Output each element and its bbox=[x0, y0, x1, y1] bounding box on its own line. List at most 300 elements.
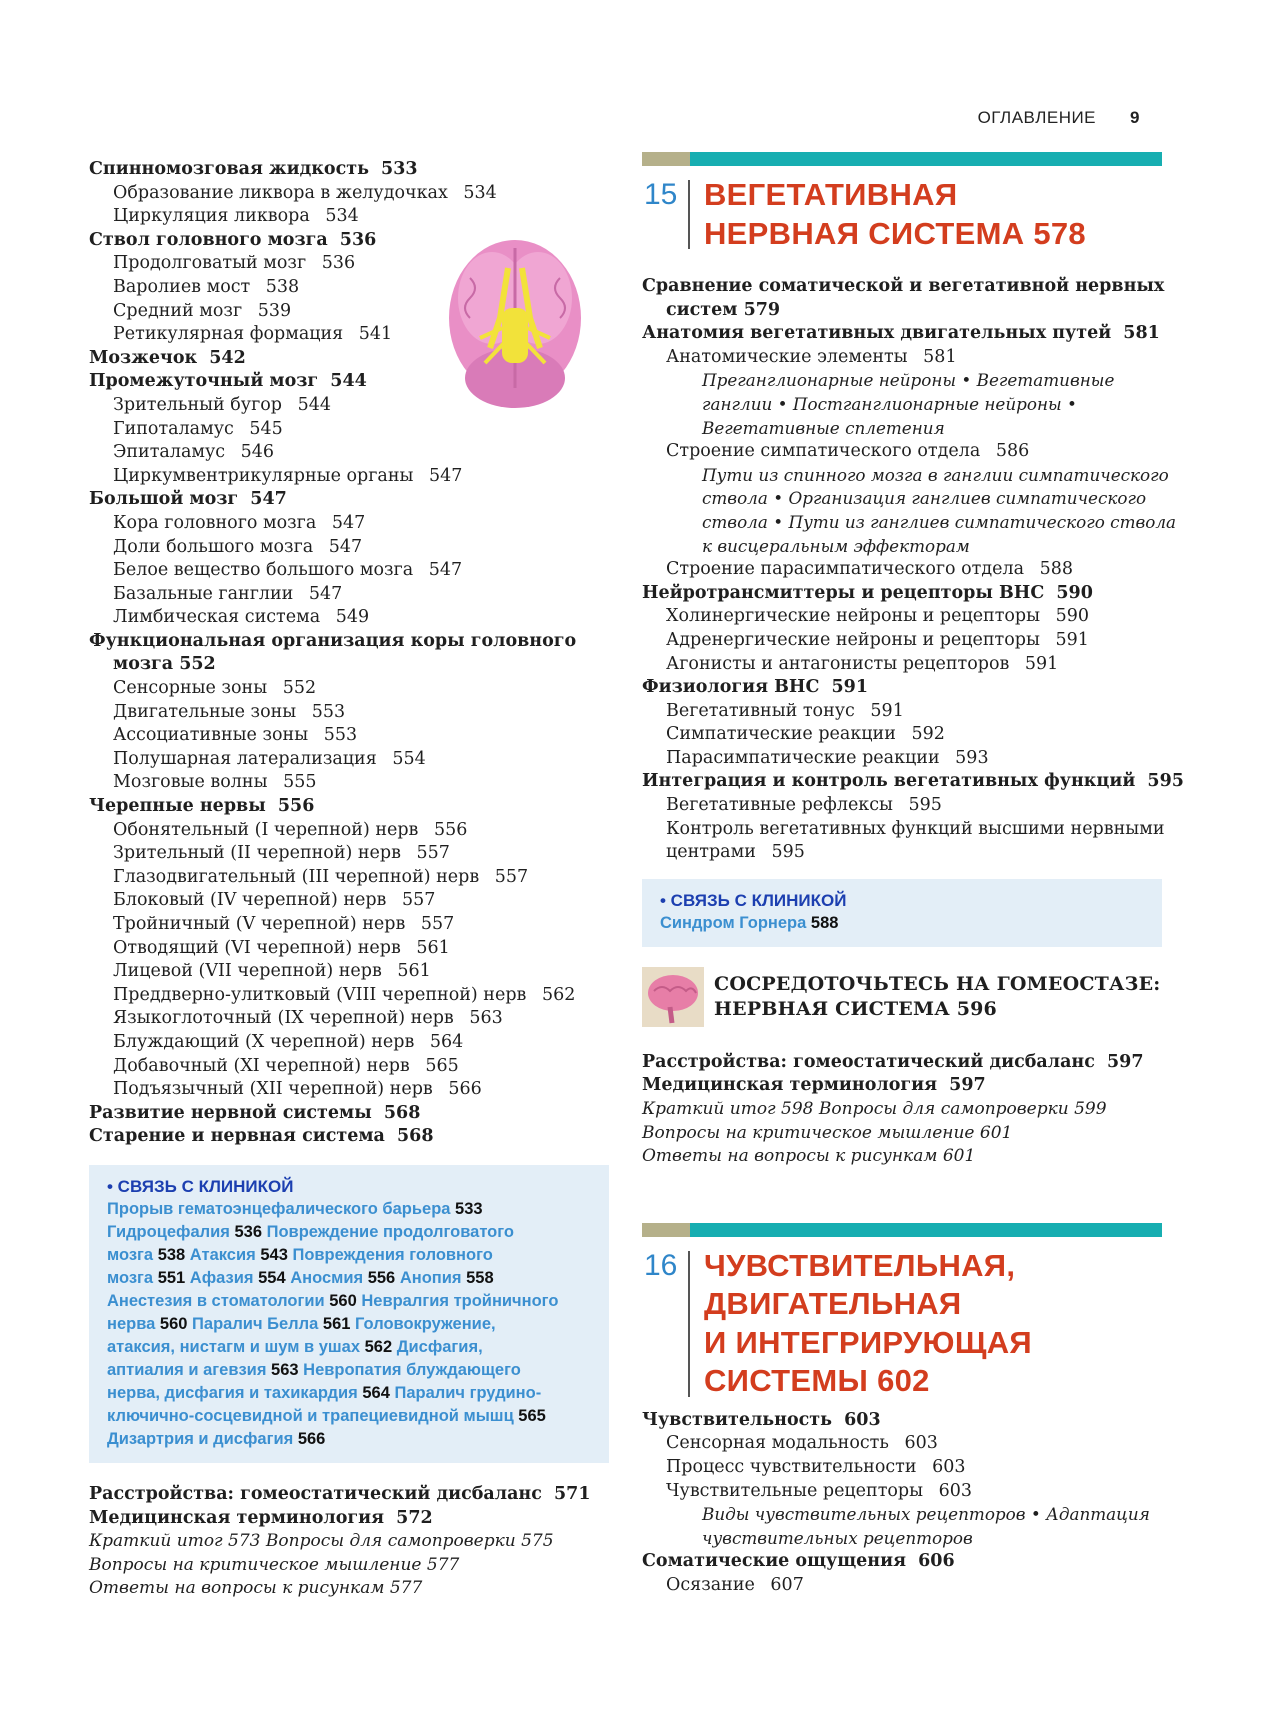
toc-entry-page: 595 bbox=[902, 795, 942, 816]
toc-entry bbox=[642, 841, 1162, 865]
toc-entry bbox=[89, 1530, 609, 1554]
toc-entry bbox=[642, 676, 1162, 700]
toc-entry-page: 539 bbox=[252, 300, 292, 321]
toc-entry bbox=[89, 1102, 609, 1126]
clinic-link-page: 538 bbox=[157, 1245, 186, 1264]
toc-entry-page: 534 bbox=[319, 206, 359, 227]
toc-entry-title: Вопросы на критическое мышление 601 bbox=[642, 1122, 1013, 1143]
toc-entry bbox=[89, 771, 609, 795]
clinic-line bbox=[107, 1267, 595, 1290]
toc-entry-page: 603 bbox=[838, 1409, 881, 1430]
toc-entry-page: 597 bbox=[943, 1075, 986, 1096]
clinic-link[interactable]: Повреждение продолговатого bbox=[262, 1222, 514, 1241]
clinic-link-page: 563 bbox=[271, 1360, 299, 1379]
toc-entry-title: ствола • Пути из ганглиев симпатического ствола bbox=[702, 511, 1177, 532]
toc-entry-title: Продолговатый мозг bbox=[113, 253, 307, 274]
clinic-line bbox=[660, 912, 1148, 935]
toc-entry bbox=[642, 417, 1162, 441]
toc-entry-title: Ассоциативные зоны bbox=[113, 725, 309, 746]
toc-entry-page: 564 bbox=[424, 1031, 464, 1052]
running-header bbox=[978, 108, 1140, 128]
toc-entry bbox=[89, 960, 609, 984]
toc-entry-page: 536 bbox=[316, 253, 356, 274]
toc-entry-title: Образование ликвора в желудочках bbox=[113, 182, 448, 203]
toc-entry-page: 606 bbox=[912, 1551, 955, 1572]
toc-entry bbox=[642, 440, 1162, 464]
toc-entry-page: 603 bbox=[898, 1433, 938, 1454]
clinic-box-ch15 bbox=[642, 879, 1162, 947]
toc-entry-title: Виды чувствительных рецепторов • Адаптация bbox=[702, 1504, 1150, 1525]
toc-entry-title: Медицинская терминология bbox=[89, 1507, 385, 1528]
chapter-title-line: НЕРВНАЯ СИСТЕМА 578 bbox=[704, 215, 1086, 251]
toc-entry-title: Сенсорная модальность bbox=[666, 1433, 889, 1454]
clinic-link-page: 536 bbox=[234, 1222, 263, 1241]
toc-entry bbox=[89, 866, 609, 890]
toc-entry bbox=[89, 182, 609, 206]
toc-entry-title: Спинномозговая жидкость bbox=[89, 159, 369, 179]
toc-entry bbox=[89, 252, 609, 276]
toc-entry-page: 556 bbox=[271, 796, 315, 817]
toc-entry-page: 571 bbox=[547, 1483, 591, 1504]
toc-entry bbox=[89, 1507, 609, 1531]
toc-entry-title: Средний мозг bbox=[113, 300, 243, 321]
toc-entry-title: систем bbox=[666, 299, 738, 320]
clinic-link-page: 566 bbox=[297, 1429, 326, 1448]
toc-entry-title: Развитие нервной системы bbox=[89, 1102, 372, 1123]
toc-entry-page: 597 bbox=[1100, 1051, 1144, 1072]
toc-entry-title: Мозговые волны bbox=[113, 772, 268, 793]
toc-entry-page: 572 bbox=[390, 1507, 433, 1528]
clinic-link-page: 560 bbox=[159, 1314, 188, 1333]
toc-entry bbox=[642, 1456, 1162, 1480]
toc-entry-title: Вопросы на критическое мышление 577 bbox=[89, 1554, 460, 1575]
toc-entry bbox=[642, 535, 1162, 559]
toc-entry bbox=[89, 205, 609, 229]
toc-entry-page: 534 bbox=[457, 182, 497, 203]
toc-entry bbox=[642, 653, 1162, 677]
toc-entry bbox=[89, 1007, 609, 1031]
clinic-link-page: 558 bbox=[466, 1268, 494, 1287]
toc-entry-title: Тройничный (V черепной) нерв bbox=[113, 914, 406, 934]
clinic-link-page: 543 bbox=[260, 1245, 288, 1264]
toc-entry bbox=[89, 842, 609, 866]
toc-entry-page: 544 bbox=[324, 371, 367, 392]
toc-entry-page: 542 bbox=[203, 347, 246, 368]
toc-entry bbox=[642, 369, 1162, 393]
toc-entry-title: Отводящий (VI черепной) нерв bbox=[113, 937, 401, 958]
toc-entry-title: Краткий итог 598 Вопросы для самопроверки 599 bbox=[642, 1099, 1107, 1120]
toc-entry-page: 603 bbox=[926, 1457, 966, 1477]
toc-entry-title: Циркумвентрикулярные органы bbox=[113, 465, 414, 486]
chapter-title bbox=[704, 1247, 1032, 1401]
toc-entry-page: 547 bbox=[244, 489, 287, 510]
toc-entry bbox=[642, 487, 1162, 511]
toc-entry-title: Промежуточный мозг bbox=[89, 371, 319, 392]
toc-entry-page: 547 bbox=[303, 583, 343, 604]
chapter-bar bbox=[642, 152, 1162, 166]
clinic-link-page: 564 bbox=[362, 1383, 390, 1402]
toc-entry bbox=[642, 1527, 1162, 1551]
clinic-line bbox=[107, 1336, 595, 1359]
toc-entry-title: Зрительный (II черепной) нерв bbox=[113, 843, 401, 864]
toc-entry bbox=[642, 1503, 1162, 1527]
clinic-link[interactable]: нерва, дисфагия и тахикардия bbox=[107, 1383, 363, 1402]
toc-entry-page: 557 bbox=[410, 843, 450, 864]
toc-entry bbox=[89, 1078, 609, 1102]
clinic-link[interactable]: Повреждения головного bbox=[287, 1245, 493, 1264]
toc-entry-title: Ответы на вопросы к рисункам 601 bbox=[642, 1146, 976, 1167]
clinic-link[interactable]: атаксия, нистагм и шум в ушах bbox=[107, 1337, 365, 1356]
section-title: ОГЛАВЛЕНИЕ bbox=[977, 108, 1097, 127]
clinic-link-page: 533 bbox=[455, 1199, 483, 1218]
clinic-link[interactable]: Невралгия тройничного bbox=[356, 1291, 559, 1310]
clinic-link[interactable]: ключично-сосцевидной и трапециевидной мышц bbox=[107, 1406, 519, 1425]
toc-entry bbox=[642, 770, 1184, 794]
toc-entry-page: 554 bbox=[386, 748, 426, 769]
clinic-link-page: 551 bbox=[157, 1268, 186, 1287]
toc-entry bbox=[642, 1122, 1162, 1146]
chapter-number: 15 bbox=[644, 178, 678, 211]
clinic-line bbox=[107, 1428, 595, 1451]
chapter-divider bbox=[688, 180, 690, 249]
toc-entry-page: 591 bbox=[864, 700, 904, 721]
toc-entry-title: мозга bbox=[113, 654, 174, 675]
toc-entry-title: Осязание bbox=[666, 1574, 755, 1595]
toc-entry-title: Чувствительность bbox=[642, 1409, 833, 1430]
clinic-link[interactable]: Дисфагия, bbox=[392, 1337, 483, 1356]
clinic-link[interactable]: Паралич грудино- bbox=[389, 1383, 542, 1402]
brain-thumbnail-icon bbox=[642, 967, 704, 1027]
toc-entry bbox=[642, 1574, 1162, 1598]
toc-entry bbox=[89, 1031, 609, 1055]
toc-entry-title: Доли большого мозга bbox=[113, 536, 314, 557]
toc-entry-page: 557 bbox=[489, 866, 529, 887]
toc-entry-page: 603 bbox=[933, 1480, 973, 1501]
clinic-link[interactable]: Головокружение, bbox=[350, 1314, 496, 1333]
clinic-line bbox=[107, 1198, 595, 1221]
toc-entry-title: Краткий итог 573 Вопросы для самопроверки 575 bbox=[89, 1531, 554, 1552]
toc-entry-title: Варолиев мост bbox=[113, 276, 251, 297]
toc-entry-page: 556 bbox=[428, 819, 468, 840]
toc-entry-page: 591 bbox=[1019, 653, 1059, 674]
toc-entry-title: Анатомические элементы bbox=[666, 346, 908, 367]
toc-entry-page: 553 bbox=[306, 701, 346, 722]
toc-entry bbox=[89, 441, 609, 465]
toc-entry-page: 586 bbox=[990, 441, 1030, 462]
toc-entry bbox=[89, 606, 609, 630]
toc-entry-title: Полушарная латерализация bbox=[113, 748, 377, 769]
chapter-divider bbox=[688, 1251, 690, 1397]
toc-entry-page: 579 bbox=[737, 299, 781, 320]
toc-entry-title: центрами bbox=[666, 842, 756, 863]
toc-entry bbox=[89, 913, 609, 937]
toc-entry-page: 538 bbox=[260, 276, 300, 297]
toc-entry-title: Процесс чувствительности bbox=[666, 1457, 917, 1477]
toc-entry-page: 593 bbox=[949, 747, 989, 768]
right-column bbox=[642, 152, 1184, 1598]
toc-entry bbox=[89, 701, 609, 725]
toc-entry-page: 561 bbox=[391, 961, 431, 982]
toc-entry-title: Глазодвигательный (III черепной) нерв bbox=[113, 866, 480, 887]
toc-entry bbox=[89, 677, 609, 701]
clinic-line bbox=[107, 1221, 595, 1244]
toc-entry-page: 553 bbox=[318, 725, 358, 746]
toc-entry bbox=[89, 1483, 609, 1507]
toc-entry-title: Чувствительные рецепторы bbox=[666, 1480, 924, 1501]
toc-entry-title: Агонисты и антагонисты рецепторов bbox=[666, 653, 1010, 674]
focus-homeostasis bbox=[642, 967, 1162, 1027]
toc-entry bbox=[642, 700, 1162, 724]
toc-entry bbox=[89, 889, 609, 913]
toc-entry-page: 547 bbox=[323, 536, 363, 557]
clinic-link-page: 562 bbox=[364, 1337, 393, 1356]
toc-entry-title: Функциональная организация коры головного bbox=[89, 630, 577, 651]
toc-entry bbox=[89, 937, 609, 961]
toc-entry-title: Лимбическая система bbox=[113, 607, 321, 628]
toc-entry bbox=[89, 370, 609, 394]
toc-entry-page: 544 bbox=[292, 394, 331, 415]
toc-entry-title: Зрительный бугор bbox=[113, 394, 283, 415]
toc-entry-title: Расстройства: гомеостатический дисбаланс bbox=[642, 1051, 1095, 1072]
toc-entry-page: 555 bbox=[277, 772, 317, 793]
toc-entry-title: Добавочный (XI черепной) нерв bbox=[113, 1055, 410, 1076]
left-column bbox=[89, 158, 609, 1601]
toc-entry bbox=[89, 559, 609, 583]
toc-entry-title: к висцеральным эффекторам bbox=[702, 535, 970, 556]
toc-entry-page: 557 bbox=[396, 890, 436, 911]
toc-entry bbox=[89, 418, 609, 442]
toc-entry bbox=[642, 582, 1162, 606]
toc-entry-title: Нейротрансмиттеры и рецепторы ВНС bbox=[642, 582, 1045, 603]
toc-entry bbox=[89, 323, 609, 347]
toc-entry-title: Блуждающий (X черепной) нерв bbox=[113, 1031, 415, 1052]
chapter-15-header bbox=[642, 152, 1162, 253]
toc-entry-title: Расстройства: гомеостатический дисбаланс bbox=[89, 1483, 542, 1504]
clinic-link-page: 556 bbox=[367, 1268, 396, 1287]
toc-entry-page: 549 bbox=[330, 607, 370, 628]
clinic-line bbox=[107, 1244, 595, 1267]
toc-entry bbox=[642, 723, 1162, 747]
toc-entry-page: 545 bbox=[243, 418, 283, 439]
toc-entry bbox=[89, 630, 609, 654]
toc-entry bbox=[89, 653, 609, 677]
toc-entry-title: Сенсорные зоны bbox=[113, 678, 268, 699]
toc-entry-page: 552 bbox=[173, 654, 216, 675]
toc-entry-title: Преддверно-улитковый (VIII черепной) нерв bbox=[113, 984, 527, 1005]
chapter-bar bbox=[642, 1223, 1162, 1237]
clinic-link[interactable]: нерва bbox=[107, 1314, 160, 1333]
focus-title-line: СОСРЕДОТОЧЬТЕСЬ НА ГОМЕОСТАЗЕ: bbox=[714, 972, 1161, 995]
toc-entry-title: Циркуляция ликвора bbox=[113, 206, 310, 227]
toc-entry bbox=[89, 1055, 609, 1079]
clinic-link[interactable]: Невропатия блуждающего bbox=[298, 1360, 521, 1379]
chapter-title-line: СИСТЕМЫ 602 bbox=[704, 1363, 930, 1399]
toc-entry-title: Блоковый (IV черепной) нерв bbox=[113, 890, 387, 911]
toc-entry-title: Базальные ганглии bbox=[113, 583, 294, 604]
toc-list-ch15-after bbox=[642, 1051, 1162, 1169]
toc-entry-title: Ствол головного мозга bbox=[89, 229, 328, 250]
toc-entry bbox=[642, 1432, 1162, 1456]
toc-entry-title: Адренергические нейроны и рецепторы bbox=[666, 629, 1040, 650]
toc-entry bbox=[642, 1051, 1162, 1075]
toc-entry-title: Языкоглоточный (IX черепной) нерв bbox=[113, 1008, 454, 1029]
clinic-link[interactable]: Аносмия bbox=[285, 1268, 368, 1287]
toc-entry-title: Эпиталамус bbox=[113, 442, 226, 463]
toc-entry bbox=[642, 464, 1169, 488]
toc-list-left-after bbox=[89, 1483, 609, 1601]
clinic-link[interactable]: Паралич Белла bbox=[187, 1314, 323, 1333]
toc-entry bbox=[642, 1145, 1162, 1169]
clinic-link-page: 565 bbox=[518, 1406, 546, 1425]
toc-entry-title: Большой мозг bbox=[89, 489, 239, 510]
toc-entry-page: 547 bbox=[423, 465, 463, 486]
toc-entry-page: 595 bbox=[765, 842, 805, 863]
toc-entry bbox=[642, 1550, 1162, 1574]
focus-title-line: НЕРВНАЯ СИСТЕМА 596 bbox=[714, 997, 997, 1020]
toc-entry-title: Медицинская терминология bbox=[642, 1075, 938, 1096]
chapter-title-line: И ИНТЕГРИРУЮЩАЯ bbox=[704, 1324, 1032, 1360]
clinic-box-left bbox=[89, 1165, 609, 1463]
clinic-link-page: 560 bbox=[329, 1291, 357, 1310]
toc-entry-page: 588 bbox=[1034, 559, 1074, 580]
toc-entry-title: ствола • Организация ганглиев симпатического bbox=[702, 488, 1147, 509]
toc-entry bbox=[642, 747, 1162, 771]
toc-list-ch16 bbox=[642, 1409, 1162, 1598]
clinic-link[interactable]: Атаксия bbox=[185, 1245, 261, 1264]
clinic-link-page: 561 bbox=[322, 1314, 351, 1333]
toc-entry-page: 591 bbox=[825, 677, 869, 698]
clinic-links bbox=[107, 1198, 595, 1451]
toc-entry bbox=[89, 819, 609, 843]
toc-entry bbox=[642, 558, 1162, 582]
toc-entry-title: Преганглионарные нейроны • Вегетативные bbox=[702, 370, 1115, 391]
clinic-links bbox=[660, 912, 1148, 935]
clinic-link[interactable]: Прорыв гематоэнцефалического барьера bbox=[107, 1199, 456, 1218]
toc-entry bbox=[89, 276, 609, 300]
toc-entry-title: ганглии • Постганглионарные нейроны • bbox=[702, 393, 1077, 414]
toc-entry-title: Гипоталамус bbox=[113, 418, 234, 439]
toc-entry bbox=[89, 724, 609, 748]
clinic-line bbox=[107, 1313, 595, 1336]
toc-entry-title: Симпатические реакции bbox=[666, 724, 896, 745]
toc-entry-page: 547 bbox=[423, 560, 463, 581]
toc-entry-title: Вегетативные сплетения bbox=[702, 417, 945, 438]
toc-entry bbox=[642, 1074, 1162, 1098]
clinic-link[interactable]: Анестезия в стоматологии bbox=[107, 1291, 330, 1310]
clinic-line bbox=[107, 1359, 595, 1382]
toc-entry-page: 568 bbox=[390, 1126, 434, 1147]
toc-entry-page: 541 bbox=[353, 324, 393, 345]
toc-entry-title: Обонятельный (I черепной) нерв bbox=[113, 819, 419, 840]
toc-entry bbox=[89, 536, 609, 560]
clinic-line bbox=[107, 1382, 595, 1405]
toc-entry bbox=[89, 1577, 609, 1601]
toc-entry-page: 546 bbox=[235, 442, 275, 463]
toc-entry-page: 581 bbox=[1117, 323, 1160, 344]
toc-entry-title: Двигательные зоны bbox=[113, 701, 297, 722]
toc-entry bbox=[642, 299, 1162, 323]
toc-entry-title: Контроль вегетативных функций высшими нервными bbox=[666, 818, 1165, 839]
clinic-link[interactable]: Афазия bbox=[185, 1268, 259, 1287]
toc-entry bbox=[642, 1098, 1162, 1122]
clinic-heading: • СВЯЗЬ С КЛИНИКОЙ bbox=[660, 890, 847, 910]
toc-entry bbox=[642, 1409, 1162, 1433]
toc-entry-page: 536 bbox=[333, 229, 377, 250]
toc-entry-title: Пути из спинного мозга в ганглии симпатического bbox=[702, 464, 1169, 485]
toc-entry-title: Сравнение соматической и вегетативной нервных bbox=[642, 276, 1165, 296]
chapter-title-line: ЧУВСТВИТЕЛЬНАЯ, bbox=[704, 1247, 1016, 1283]
toc-entry-page: 568 bbox=[377, 1102, 421, 1123]
toc-entry bbox=[89, 795, 609, 819]
toc-entry bbox=[89, 394, 609, 418]
toc-entry-page: 557 bbox=[415, 914, 455, 934]
clinic-link[interactable]: мозга bbox=[107, 1245, 158, 1264]
toc-entry bbox=[89, 158, 609, 182]
toc-entry-page: 590 bbox=[1050, 582, 1093, 603]
clinic-link[interactable]: мозга bbox=[107, 1268, 158, 1287]
toc-list-left bbox=[89, 158, 609, 1149]
toc-entry-page: 561 bbox=[410, 937, 450, 958]
clinic-link[interactable]: Дизартрия и дисфагия bbox=[107, 1429, 298, 1448]
toc-entry bbox=[642, 605, 1162, 629]
clinic-link[interactable]: Синдром Горнера bbox=[660, 913, 811, 932]
toc-entry-title: Интеграция и контроль вегетативных функций bbox=[642, 771, 1136, 792]
clinic-link-page: 554 bbox=[258, 1268, 286, 1287]
toc-entry bbox=[642, 794, 1162, 818]
clinic-link[interactable]: аптиалия и агевзия bbox=[107, 1360, 272, 1379]
toc-entry bbox=[642, 346, 1162, 370]
toc-entry-title: Холинергические нейроны и рецепторы bbox=[666, 606, 1041, 627]
toc-entry-title: чувствительных рецепторов bbox=[702, 1527, 973, 1548]
toc-entry bbox=[642, 818, 1165, 842]
chapter-number: 16 bbox=[644, 1248, 678, 1282]
toc-entry-title: Кора головного мозга bbox=[113, 512, 317, 533]
toc-entry-page: 591 bbox=[1049, 629, 1089, 650]
toc-entry-title: Подъязычный (XII черепной) нерв bbox=[113, 1079, 433, 1100]
chapter-16-header bbox=[642, 1223, 1162, 1401]
page-number: 9 bbox=[1130, 108, 1140, 127]
clinic-line bbox=[107, 1405, 595, 1428]
toc-list-ch15 bbox=[642, 275, 1184, 865]
toc-entry-page: 565 bbox=[419, 1055, 459, 1076]
toc-entry bbox=[642, 322, 1162, 346]
toc-entry bbox=[642, 393, 1162, 417]
toc-entry bbox=[89, 1125, 609, 1149]
chapter-title bbox=[704, 176, 1086, 253]
toc-entry bbox=[89, 465, 609, 489]
chapter-title-line: ДВИГАТЕЛЬНАЯ bbox=[704, 1286, 962, 1322]
toc-entry-title: Мозжечок bbox=[89, 347, 198, 368]
toc-entry-page: 592 bbox=[905, 724, 945, 745]
clinic-link[interactable]: Гидроцефалия bbox=[107, 1222, 235, 1241]
toc-entry-page: 563 bbox=[463, 1008, 503, 1029]
toc-entry-title: Ответы на вопросы к рисункам 577 bbox=[89, 1578, 423, 1599]
toc-entry-page: 552 bbox=[277, 678, 317, 699]
clinic-link-page: 588 bbox=[810, 913, 839, 932]
toc-entry-title: Ретикулярная формация bbox=[113, 324, 344, 345]
chapter-title-line: ВЕГЕТАТИВНАЯ bbox=[704, 177, 958, 212]
toc-entry-title: Анатомия вегетативных двигательных путей bbox=[642, 323, 1112, 344]
toc-entry bbox=[642, 629, 1162, 653]
toc-entry bbox=[89, 984, 609, 1008]
toc-entry bbox=[89, 1554, 609, 1578]
clinic-link[interactable]: Анопия bbox=[395, 1268, 467, 1287]
toc-entry-title: Парасимпатические реакции bbox=[666, 747, 940, 768]
toc-entry bbox=[89, 748, 609, 772]
clinic-line bbox=[107, 1290, 595, 1313]
toc-entry-title: Физиология ВНС bbox=[642, 677, 820, 698]
toc-entry bbox=[89, 229, 609, 253]
